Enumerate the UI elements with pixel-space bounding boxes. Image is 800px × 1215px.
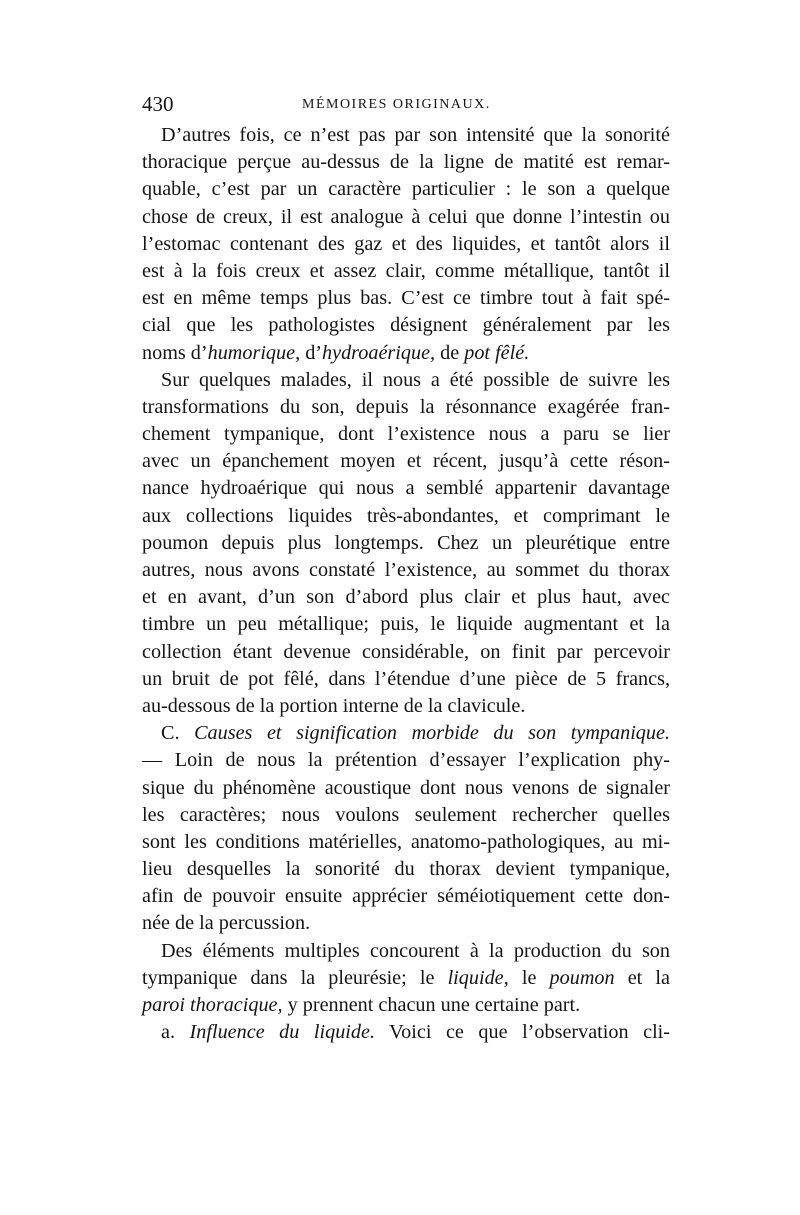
italic-text: pot fêlé. — [464, 341, 530, 364]
text-segment: transformations du son, depuis la résonnance exagérée fran- — [142, 395, 670, 418]
text-segment: noms d’ — [142, 341, 208, 364]
text-segment: Sur quelques malades, il nous a été possible de suivre les — [161, 368, 670, 391]
text-line — [142, 720, 670, 747]
text-segment: afin de pouvoir ensuite apprécier séméiotiquement cette don- — [142, 885, 670, 908]
text-segment: poumon depuis plus longtemps. Chez un pleurétique entre — [142, 531, 670, 554]
text-line — [142, 421, 670, 448]
text-segment: chement tympanique, dont l’existence nous a paru se lier — [142, 423, 670, 446]
italic-text: Influence du liquide. — [189, 1021, 376, 1044]
text-line — [142, 258, 670, 285]
text-line — [142, 829, 670, 856]
text-line — [142, 938, 670, 965]
text-line — [142, 448, 670, 475]
text-segment: Voici ce que l’observation cli- — [375, 1021, 671, 1044]
text-segment: quable, c’est par un caractère particulier : le son a quelque — [142, 178, 670, 201]
text-line — [142, 693, 670, 720]
text-segment: est à la fois creux et assez clair, comme métallique, tantôt il — [142, 259, 670, 282]
text-segment: C. — [161, 722, 195, 745]
text-line — [142, 285, 670, 312]
text-segment: aux collections liquides très-abondantes, et comprimant le — [142, 504, 670, 527]
text-segment: thoracique perçue au-dessus de la ligne de matité est remar- — [142, 151, 670, 174]
text-segment: l’estomac contenant des gaz et des liquides, et tantôt alors il — [142, 232, 670, 255]
text-line — [142, 992, 670, 1019]
text-line — [142, 394, 670, 421]
page-number: 430 — [142, 92, 174, 116]
text-segment: le — [508, 966, 550, 989]
text-segment: a. — [161, 1021, 190, 1044]
text-segment: chose de creux, il est analogue à celui que donne l’intestin ou — [142, 205, 670, 228]
italic-text: liquide, — [447, 966, 509, 989]
text-line — [142, 122, 670, 149]
text-segment: née de la percussion. — [142, 912, 311, 935]
running-head: MÉMOIRES ORIGINAUX. — [302, 97, 491, 112]
text-segment: au-dessous de la portion interne de la clavicule. — [142, 694, 526, 717]
italic-text: paroi thoracique, — [142, 994, 283, 1016]
text-line — [142, 747, 670, 774]
text-segment: est en même temps plus bas. C’est ce timbre tout à fait spé- — [142, 287, 670, 310]
text-line — [142, 802, 670, 829]
text-line — [142, 639, 670, 666]
text-segment: autres, nous avons constaté l’existence, au sommet du thorax — [142, 559, 670, 581]
text-line — [142, 883, 670, 910]
body-text — [142, 122, 670, 1046]
text-segment: lieu desquelles la sonorité du thorax devient tympanique, — [142, 858, 670, 881]
text-segment: tympanique dans la pleurésie; le — [142, 966, 448, 989]
italic-text: poumon — [549, 966, 615, 989]
text-line — [142, 775, 670, 802]
text-line — [142, 367, 670, 394]
text-line — [142, 530, 670, 557]
text-segment: cial que les pathologistes désignent généralement par les — [142, 314, 670, 337]
book-page — [142, 92, 670, 1046]
text-line — [142, 204, 670, 231]
text-segment: de — [435, 341, 465, 364]
text-segment: timbre un peu métallique; puis, le liquide augmentant et la — [142, 613, 670, 636]
text-line — [142, 965, 670, 992]
text-line — [142, 149, 670, 176]
text-segment: d’ — [300, 341, 323, 364]
text-line — [142, 231, 670, 258]
text-segment: — Loin de nous la prétention d’essayer l’explication phy- — [142, 749, 670, 772]
text-segment: un bruit de pot fêlé, dans l’étendue d’une pièce de 5 francs, — [142, 667, 670, 690]
italic-text: hydroaérique, — [322, 341, 436, 364]
text-line — [142, 340, 670, 367]
text-line — [142, 312, 670, 339]
text-segment: y prennent chacun une certaine part. — [282, 994, 581, 1016]
text-segment: les caractères; nous voulons seulement rechercher quelles — [142, 803, 670, 826]
text-line — [142, 475, 670, 502]
text-segment: D’autres fois, ce n’est pas par son intensité que la sonorité — [161, 124, 670, 146]
text-segment: et en avant, d’un son d’abord plus clair et plus haut, avec — [142, 586, 670, 609]
italic-text: Causes et signification morbide du son tympanique. — [194, 722, 670, 745]
text-segment: sique du phénomène acoustique dont nous venons de signaler — [142, 776, 670, 799]
text-line — [142, 611, 670, 638]
text-line — [142, 557, 670, 584]
text-line — [142, 584, 670, 611]
text-line — [142, 176, 670, 203]
italic-text: humorique, — [207, 341, 301, 364]
text-segment: collection étant devenue considérable, on finit par percevoir — [142, 640, 670, 663]
text-line — [142, 856, 670, 883]
text-line — [142, 503, 670, 530]
text-segment: nance hydroaérique qui nous a semblé appartenir davantage — [142, 477, 670, 500]
text-segment: sont les conditions matérielles, anatomo-pathologiques, au mi- — [142, 830, 670, 853]
text-segment: avec un épanchement moyen et récent, jusqu’à cette réson- — [142, 450, 670, 473]
text-line — [142, 666, 670, 693]
text-segment: et la — [614, 966, 670, 989]
page-header — [142, 92, 670, 122]
text-line — [142, 910, 670, 937]
text-line — [142, 1019, 670, 1046]
text-segment: Des éléments multiples concourent à la production du son — [161, 939, 670, 962]
